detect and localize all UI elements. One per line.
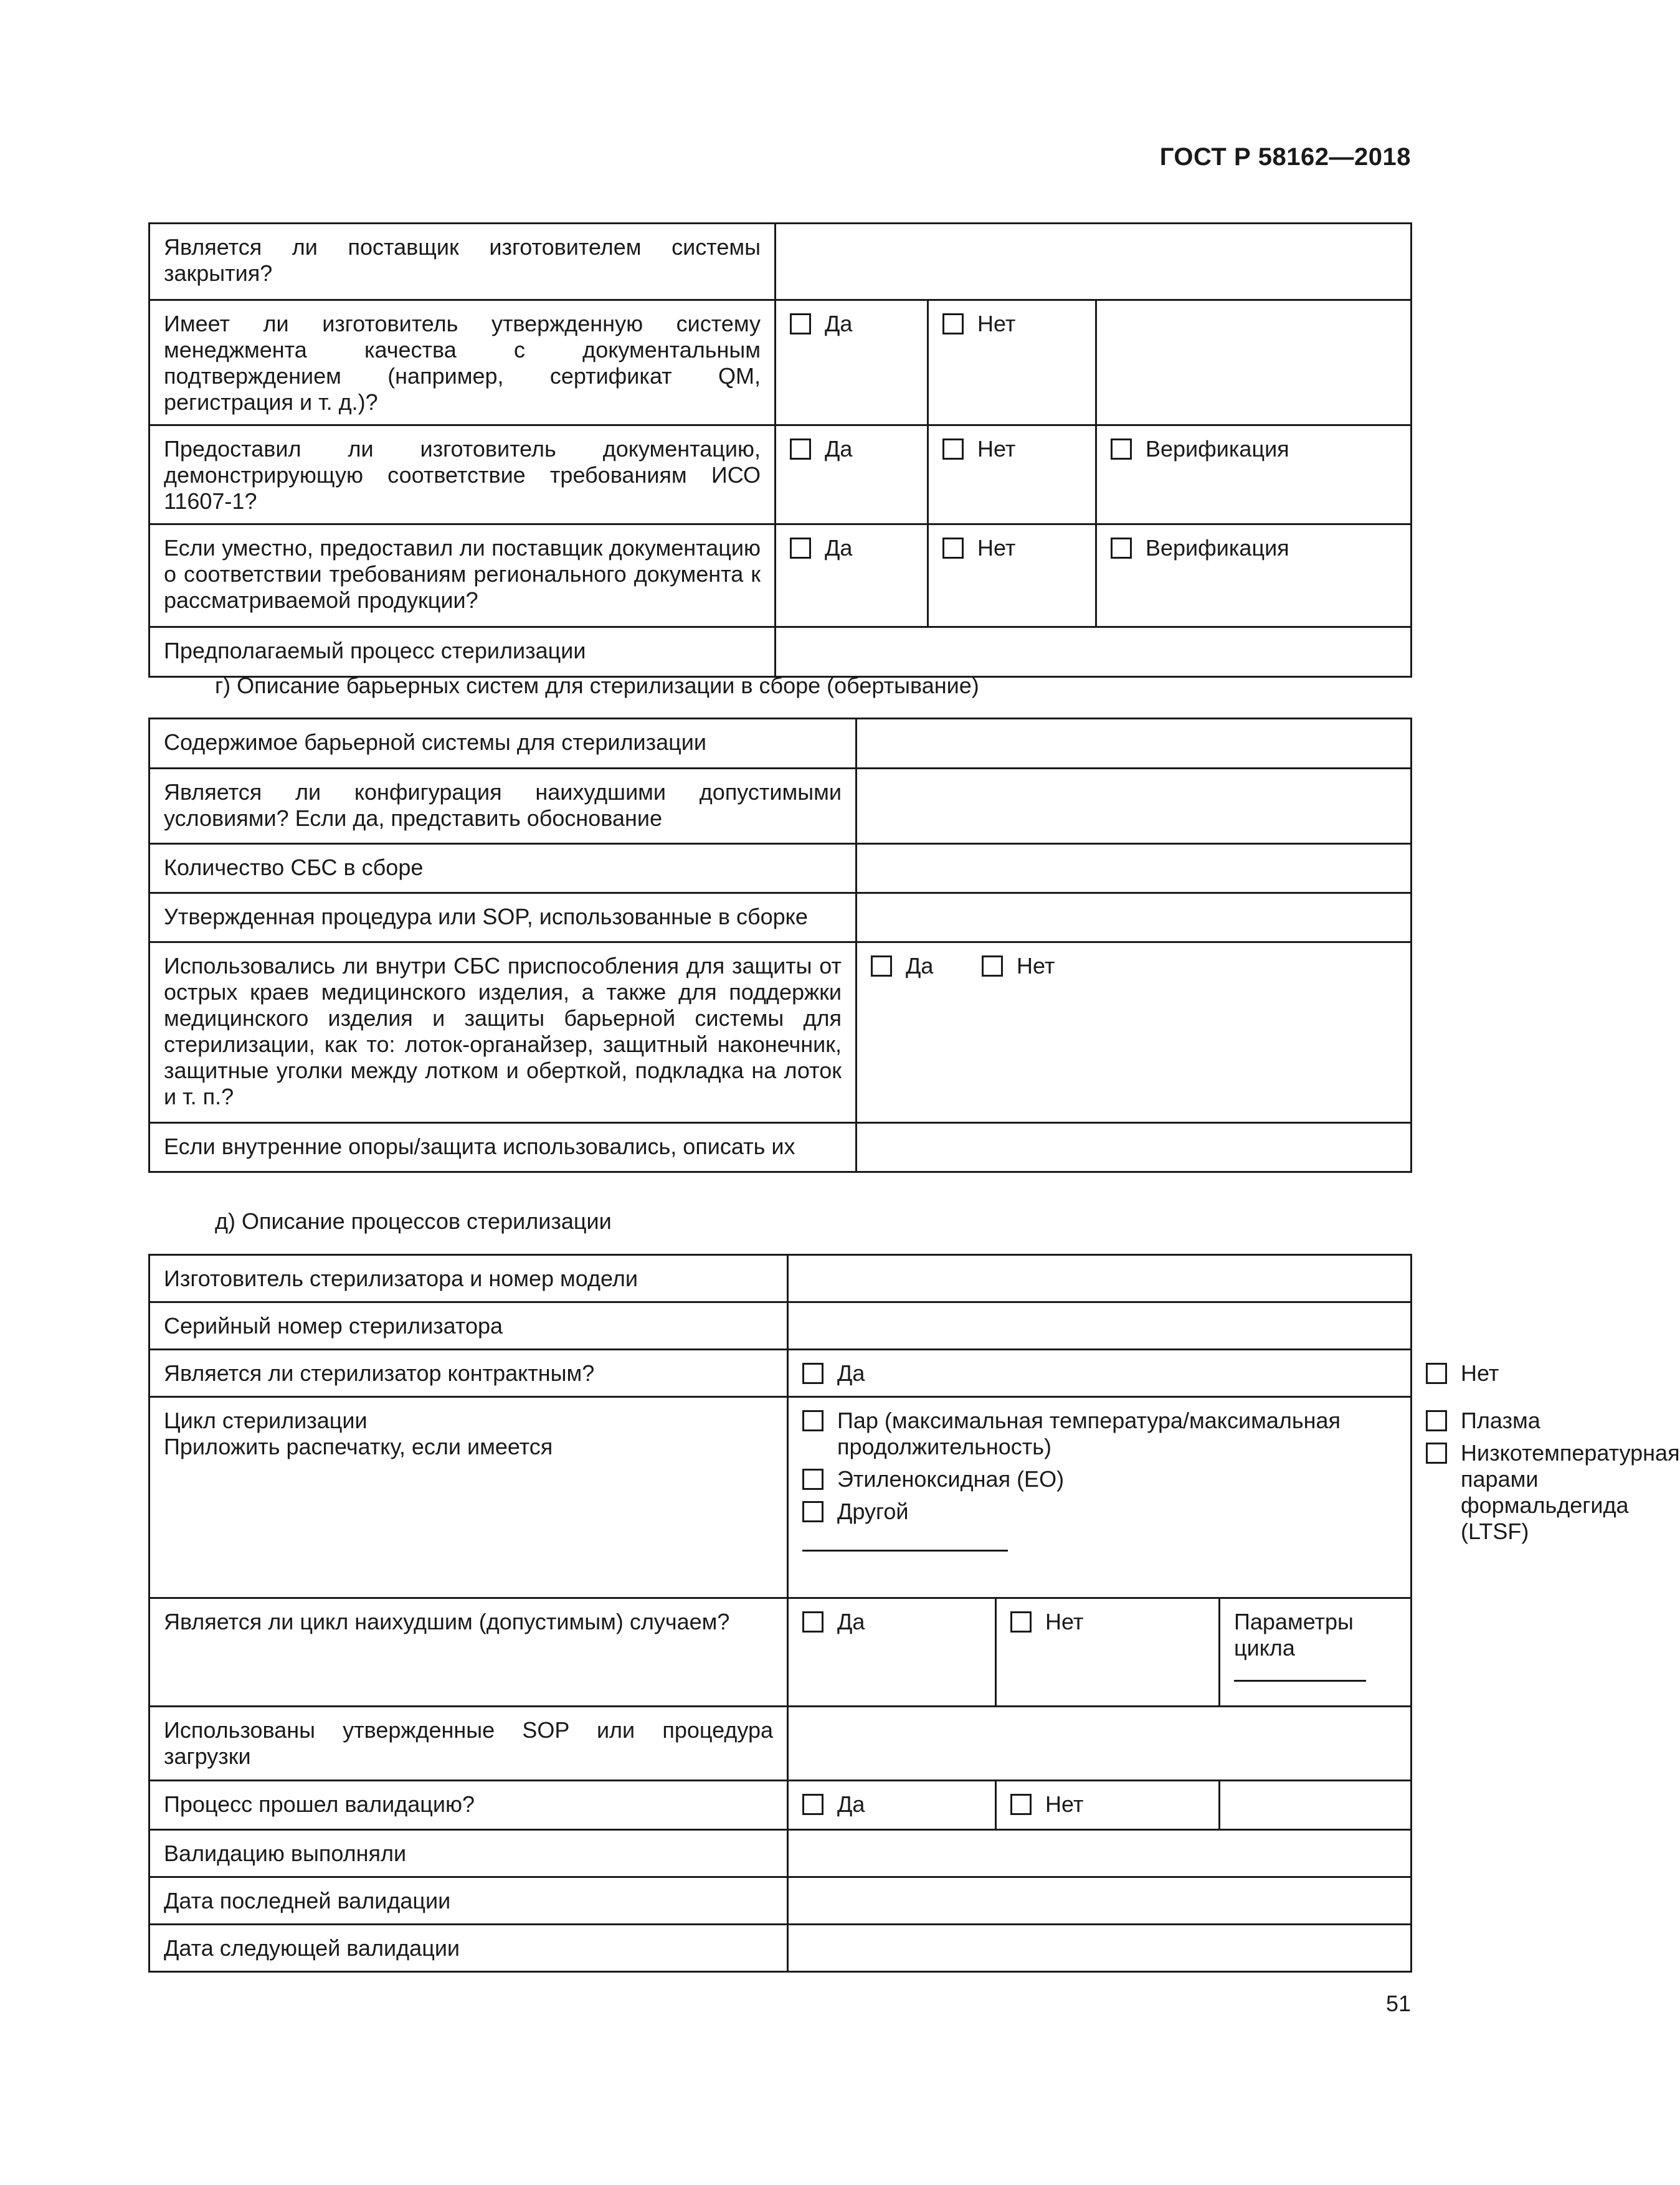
option-steam[interactable]: Пар (максимальная температура/максимальная продолжительность) [802,1408,1397,1460]
option-cell [996,1598,1412,1707]
answer-field[interactable] [857,893,1412,942]
option-yes[interactable]: Да [802,1360,1397,1386]
option-no[interactable]: Нет [942,436,1081,462]
document-id: ГОСТ Р 58162—2018 [1159,143,1411,171]
option-cell [776,425,928,524]
table-row: Является ли стерилизатор контрактным? Да Нет [149,1350,1412,1397]
table-row [149,942,1412,1123]
question-cell: Дата последней валидации [149,1877,788,1925]
question-cell: Количество СБС в сборе [149,844,857,893]
table-row: Цикл стерилизации Приложить распечатку, если имеется Пар (максимальная температура/максимальная продолжительность) Этиленоксидная (ЕО) Другой Плазма Низкотемпературная парами формальдегида (LTSF) [149,1397,1412,1598]
other-input-line[interactable] [802,1531,1008,1552]
checkbox[interactable] [942,313,964,334]
question-cell: Предоставил ли изготовитель документацию, демонстрирующую соответствие требованиям ИСО 11607-1? [149,425,776,524]
option-yes[interactable]: Да [871,953,982,979]
question-cell: Дата следующей валидации [149,1925,788,1972]
table-row [149,1123,1412,1172]
option-cell [996,1781,1412,1830]
question-cell: Является ли конфигурация наихудшими допустимыми условиями? Если да, представить обоснование [149,769,857,844]
question-cell: Цикл стерилизации Приложить распечатку, если имеется [149,1397,788,1598]
option-no[interactable]: Нет [942,535,1081,561]
checkbox[interactable] [802,1469,823,1490]
answer-field[interactable] [776,224,1412,300]
table-row [149,893,1412,942]
option-cell [788,1781,996,1830]
option-no[interactable]: Нет [942,311,1081,337]
cycle-parameters-input-line[interactable] [1234,1661,1366,1682]
question-cell: Имеет ли изготовитель утвержденную систему менеджмента качества с документальным подтверждением (например, сертификат QM, регистрация и т. д.)? [149,300,776,425]
checkbox[interactable] [942,438,964,460]
option-ethylene-oxide[interactable]: Этиленоксидная (ЕО) [802,1466,1397,1492]
option-cell [928,425,1096,524]
option-yes[interactable]: Да [790,436,913,462]
question-cell: Предполагаемый процесс стерилизации [149,627,776,677]
table-row [149,1781,1412,1830]
table-row [149,719,1412,769]
checkbox[interactable] [790,313,811,334]
cycle-options-cell [788,1397,1412,1598]
checkbox[interactable] [942,538,964,559]
cycle-options-left [802,1408,1397,1552]
checkbox[interactable] [802,1363,823,1384]
question-cell: Является ли цикл наихудшим (допустимым) случаем? [149,1598,788,1707]
table-row [149,1598,1412,1707]
option-yes[interactable]: Да [790,311,913,337]
checkbox[interactable] [802,1611,823,1633]
option-verification[interactable]: Верификация [1111,535,1397,561]
answer-field[interactable] [788,1830,1412,1877]
checkbox[interactable] [1426,1410,1447,1431]
table-row [149,1255,1412,1302]
option-other[interactable]: Другой [802,1499,1397,1525]
table-row [149,1925,1412,1972]
option-no[interactable]: Нет [982,953,1055,979]
option-yes[interactable]: Да [802,1609,981,1635]
question-cell: Является ли поставщик изготовителем системы закрытия? [149,224,776,300]
table-row [149,1877,1412,1925]
option-cell [788,1598,996,1707]
answer-field[interactable] [857,769,1412,844]
page-number: 51 [1385,1991,1411,2016]
question-cell: Если внутренние опоры/защита использовались, описать их [149,1123,857,1172]
question-cell: Содержимое барьерной системы для стерилизации [149,719,857,769]
option-cell [857,942,1412,1123]
checkbox[interactable] [1111,538,1132,559]
table-row [149,524,1412,627]
table-row [149,627,1412,677]
cycle-parameters [1218,1599,1410,1705]
checkbox[interactable] [1426,1443,1447,1464]
section-title-g: г) Описание барьерных систем для стерилизации в сборе (обертывание) [215,673,979,698]
table-row [149,224,1412,300]
option-yes[interactable]: Да [790,535,913,561]
option-cell [1096,524,1412,627]
checkbox[interactable] [1426,1363,1447,1384]
answer-field[interactable] [857,719,1412,769]
answer-field[interactable] [776,627,1412,677]
checkbox[interactable] [802,1794,823,1815]
checkbox[interactable] [802,1501,823,1522]
question-cell: Использовались ли внутри СБС приспособления для защиты от острых краев медицинского изделия, а также для поддержки медицинского изделия и защиты барьерной системы для стерилизации, как то: лоток-органайзер, защитный наконечник, защитные уголки между лотком и оберткой, подкладка на лоток и т. п.? [149,942,857,1123]
checkbox[interactable] [802,1410,823,1431]
answer-field[interactable] [857,1123,1412,1172]
question-cell: Валидацию выполняли [149,1830,788,1877]
option-cell [776,300,928,425]
answer-field[interactable] [788,1877,1412,1925]
table-row [149,1830,1412,1877]
question-cell: Является ли стерилизатор контрактным? [149,1350,788,1397]
table-row [149,300,1412,425]
answer-field[interactable] [788,1707,1412,1781]
checkbox[interactable] [1111,438,1132,460]
answer-field[interactable] [788,1255,1412,1302]
answer-field[interactable] [857,844,1412,893]
checkbox[interactable] [790,438,811,460]
question-cell: Серийный номер стерилизатора [149,1302,788,1350]
section-title-d: д) Описание процессов стерилизации [215,1208,612,1234]
question-cell: Если уместно, предоставил ли поставщик документацию о соответствии требованиям регионального документа к рассматриваемой продукции? [149,524,776,627]
table-row [149,1707,1412,1781]
option-verification[interactable]: Верификация [1111,436,1397,462]
answer-field[interactable] [1218,1781,1410,1829]
checkbox[interactable] [982,955,1003,977]
table-row [149,1302,1412,1350]
supplier-table [148,222,1412,678]
option-cell [788,1350,1412,1397]
option-yes[interactable]: Да [802,1791,981,1818]
option-cell [1096,425,1412,524]
question-cell: Изготовитель стерилизатора и номер модели [149,1255,788,1302]
barrier-systems-table [148,718,1412,1173]
table-row [149,425,1412,524]
question-cell: Использованы утвержденные SOP или процедура загрузки [149,1707,788,1781]
option-no[interactable]: Нет [1010,1791,1218,1820]
answer-field[interactable] [788,1302,1412,1350]
cycle-parameters-label: Параметры цикла [1234,1609,1354,1661]
table-row [149,769,1412,844]
checkbox[interactable] [1010,1611,1032,1633]
sterilization-process-table [148,1254,1680,1973]
question-cell: Процесс прошел валидацию? [149,1781,788,1830]
checkbox[interactable] [790,538,811,559]
option-no[interactable]: Нет [1010,1609,1218,1697]
checkbox[interactable] [1010,1794,1032,1815]
answer-field[interactable] [788,1925,1412,1972]
option-cell [928,524,1096,627]
option-cell [928,300,1096,425]
question-cell: Утвержденная процедура или SOP, использованные в сборке [149,893,857,942]
table-row [149,844,1412,893]
answer-field[interactable] [1096,300,1412,425]
option-cell [776,524,928,627]
checkbox[interactable] [871,955,892,977]
